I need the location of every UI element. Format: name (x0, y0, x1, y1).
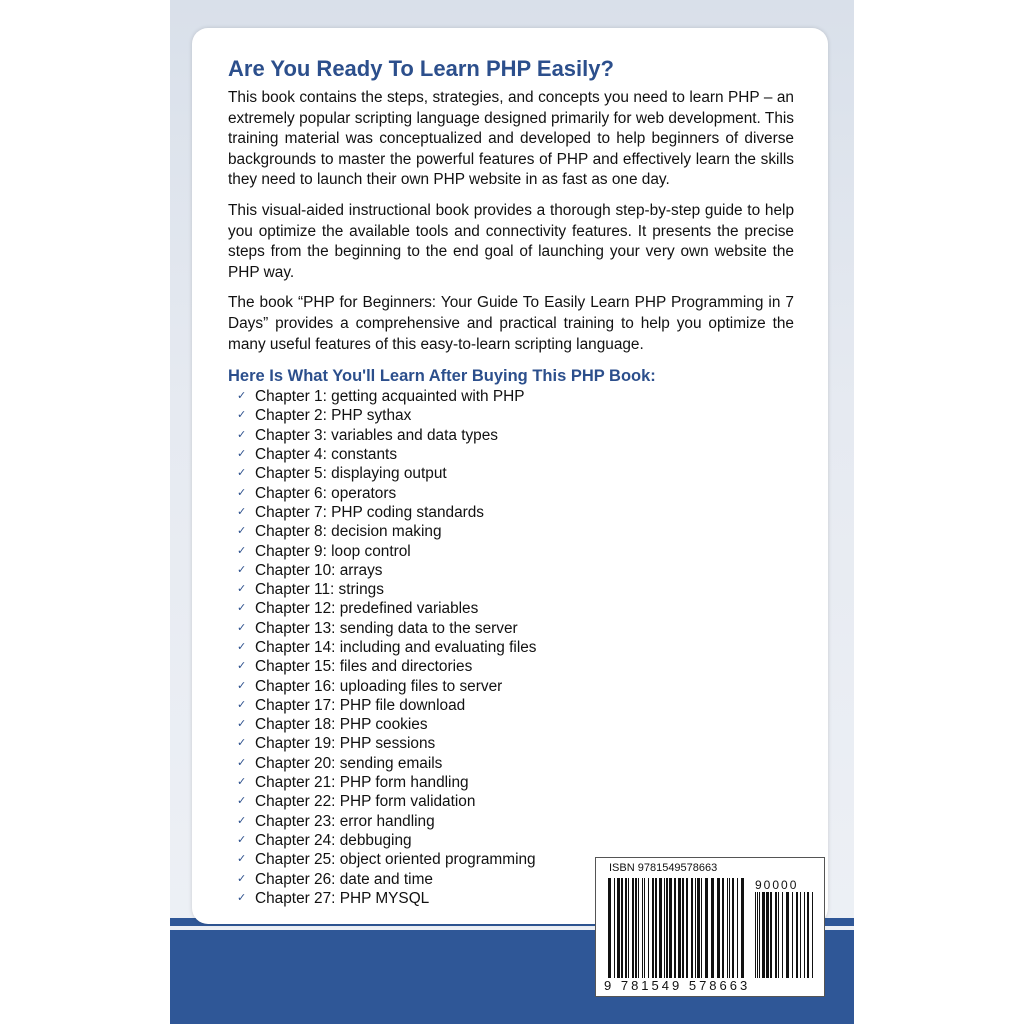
chapter-item (228, 619, 794, 638)
barcode-bar (686, 878, 688, 978)
check-icon: ✓ (237, 795, 247, 808)
check-icon: ✓ (237, 486, 247, 499)
barcode-bar (741, 878, 744, 978)
chapter-label: Chapter 2: PHP sythax (255, 407, 412, 425)
barcode-bar (796, 892, 798, 978)
chapter-label: Chapter 9: loop control (255, 542, 411, 560)
barcode-bar (678, 878, 681, 978)
chapter-item (228, 542, 794, 561)
check-icon: ✓ (237, 756, 247, 769)
isbn-barcode (595, 857, 825, 997)
chapter-item (228, 580, 794, 599)
chapter-item (228, 503, 794, 522)
barcode-bar (701, 878, 702, 978)
check-icon: ✓ (237, 505, 247, 518)
barcode-bar (695, 878, 696, 978)
paragraph-1: This book contains the steps, strategies, and concepts you need to learn PHP – an extremely popular scripting language designed primarily for web development. This training material was conceptualized and developed to help beginners of diverse backgrounds to master the powerful features of PHP and effectively learn the skills they need to launch their own PHP website in as fast as one day. (228, 89, 794, 189)
chapter-list (228, 387, 794, 908)
chapter-label: Chapter 27: PHP MYSQL (255, 889, 430, 907)
barcode-bar (635, 878, 637, 978)
barcode-bar (807, 892, 809, 978)
chapter-label: Chapter 22: PHP form validation (255, 793, 476, 811)
check-icon: ✓ (237, 409, 247, 422)
check-icon: ✓ (237, 390, 247, 403)
barcode-bar (638, 878, 639, 978)
chapter-item (228, 831, 794, 850)
check-icon: ✓ (237, 544, 247, 557)
chapter-item (228, 677, 794, 696)
check-icon: ✓ (237, 448, 247, 461)
barcode-bar (682, 878, 684, 978)
isbn-label: ISBN 9781549578663 (609, 862, 718, 874)
chapter-item (228, 464, 794, 483)
chapter-label: Chapter 13: sending data to the server (255, 619, 518, 637)
price-code: 90000 (755, 878, 799, 892)
chapter-label: Chapter 3: variables and data types (255, 426, 498, 444)
check-icon: ✓ (237, 621, 247, 634)
chapter-label: Chapter 25: object oriented programming (255, 851, 536, 869)
chapter-item (228, 406, 794, 425)
check-icon: ✓ (237, 872, 247, 885)
check-icon: ✓ (237, 853, 247, 866)
chapter-label: Chapter 17: PHP file download (255, 696, 466, 714)
chapter-label: Chapter 21: PHP form handling (255, 774, 469, 792)
barcode-bar (727, 878, 728, 978)
barcode-addon-bars (755, 892, 815, 978)
barcode-bar (729, 878, 730, 978)
chapter-item (228, 754, 794, 773)
check-icon: ✓ (237, 525, 247, 538)
barcode-bar (792, 892, 793, 978)
barcode-bar (755, 892, 756, 978)
description-card (192, 28, 828, 924)
chapter-item (228, 445, 794, 464)
chapter-label: Chapter 10: arrays (255, 561, 383, 579)
barcode-bar (737, 878, 738, 978)
chapter-item (228, 812, 794, 831)
chapter-item (228, 599, 794, 618)
check-icon: ✓ (237, 467, 247, 480)
barcode-bar (659, 878, 662, 978)
barcode-bar (691, 878, 693, 978)
barcode-bar (711, 878, 714, 978)
barcode-bar (770, 892, 772, 978)
main-heading: Are You Ready To Learn PHP Easily? (228, 56, 614, 81)
paragraph-3: The book “PHP for Beginners: Your Guide To Easily Learn PHP Programming in 7 Days” provides a comprehensive and practical training to help you optimize the many useful features of this easy-to-learn scripting language. (228, 294, 794, 353)
chapter-item (228, 715, 794, 734)
chapter-label: Chapter 11: strings (255, 581, 384, 599)
check-icon: ✓ (237, 698, 247, 711)
barcode-bar (666, 878, 668, 978)
barcode-bar (812, 892, 813, 978)
chapter-item (228, 426, 794, 445)
book-back-cover (170, 0, 854, 1024)
chapter-label: Chapter 15: files and directories (255, 658, 473, 676)
check-icon: ✓ (237, 891, 247, 904)
barcode-bar (664, 878, 665, 978)
barcode-bar (717, 878, 720, 978)
chapter-label: Chapter 23: error handling (255, 812, 435, 830)
check-icon: ✓ (237, 428, 247, 441)
barcode-bar (628, 878, 629, 978)
chapter-label: Chapter 16: uploading files to server (255, 677, 503, 695)
chapter-item (228, 387, 794, 406)
chapter-item (228, 773, 794, 792)
barcode-bar (648, 878, 649, 978)
check-icon: ✓ (237, 718, 247, 731)
chapter-label: Chapter 12: predefined variables (255, 600, 479, 618)
barcode-bar (705, 878, 708, 978)
barcode-bar (722, 878, 724, 978)
barcode-bar (800, 892, 801, 978)
chapter-item (228, 792, 794, 811)
barcode-bar (608, 878, 611, 978)
barcode-bar (614, 878, 615, 978)
chapter-item (228, 734, 794, 753)
check-icon: ✓ (237, 602, 247, 615)
barcode-bar (644, 878, 645, 978)
paragraph-2: This visual-aided instructional book provides a thorough step-by-step guide to help you optimize the available tools and connectivity features. It presents the precise steps from the beginning to the end goal of launching your very own website the PHP way. (228, 201, 794, 281)
check-icon: ✓ (237, 640, 247, 653)
chapter-item (228, 522, 794, 541)
check-icon: ✓ (237, 833, 247, 846)
chapter-label: Chapter 4: constants (255, 446, 398, 464)
barcode-bar (655, 878, 657, 978)
chapter-label: Chapter 14: including and evaluating files (255, 638, 537, 656)
barcode-main-bars (608, 878, 746, 978)
barcode-bar (642, 878, 643, 978)
check-icon: ✓ (237, 583, 247, 596)
check-icon: ✓ (237, 737, 247, 750)
barcode-bar (625, 878, 627, 978)
chapter-label: Chapter 5: displaying output (255, 465, 447, 483)
chapter-label: Chapter 7: PHP coding standards (255, 503, 485, 521)
barcode-bar (766, 892, 769, 978)
barcode-bar (732, 878, 734, 978)
barcode-bar (782, 892, 783, 978)
chapter-item (228, 484, 794, 503)
barcode-bar (778, 892, 779, 978)
chapter-label: Chapter 18: PHP cookies (255, 716, 428, 734)
chapter-label: Chapter 24: debbuging (255, 831, 412, 849)
description-content (228, 54, 794, 908)
chapter-label: Chapter 6: operators (255, 484, 397, 502)
barcode-bar (621, 878, 623, 978)
isbn-digits: 9 781549 578663 (604, 978, 751, 993)
check-icon: ✓ (237, 660, 247, 673)
barcode-bar (669, 878, 672, 978)
barcode-bar (762, 892, 765, 978)
chapter-label: Chapter 8: decision making (255, 523, 442, 541)
barcode-bar (775, 892, 777, 978)
chapter-label: Chapter 1: getting acquainted with PHP (255, 388, 525, 406)
chapter-item (228, 657, 794, 676)
check-icon: ✓ (237, 776, 247, 789)
barcode-bar (674, 878, 676, 978)
chapter-label: Chapter 26: date and time (255, 870, 433, 888)
check-icon: ✓ (237, 563, 247, 576)
barcode-bar (652, 878, 654, 978)
chapter-item (228, 696, 794, 715)
chapter-item (228, 638, 794, 657)
barcode-bar (786, 892, 789, 978)
barcode-bar (759, 892, 760, 978)
barcode-bar (632, 878, 634, 978)
chapter-item (228, 561, 794, 580)
barcode-bar (757, 892, 758, 978)
list-heading: Here Is What You'll Learn After Buying This PHP Book: (228, 367, 656, 386)
barcode-bar (804, 892, 805, 978)
check-icon: ✓ (237, 814, 247, 827)
chapter-label: Chapter 20: sending emails (255, 754, 443, 772)
barcode-bar (617, 878, 620, 978)
chapter-label: Chapter 19: PHP sessions (255, 735, 436, 753)
check-icon: ✓ (237, 679, 247, 692)
barcode-bar (697, 878, 700, 978)
